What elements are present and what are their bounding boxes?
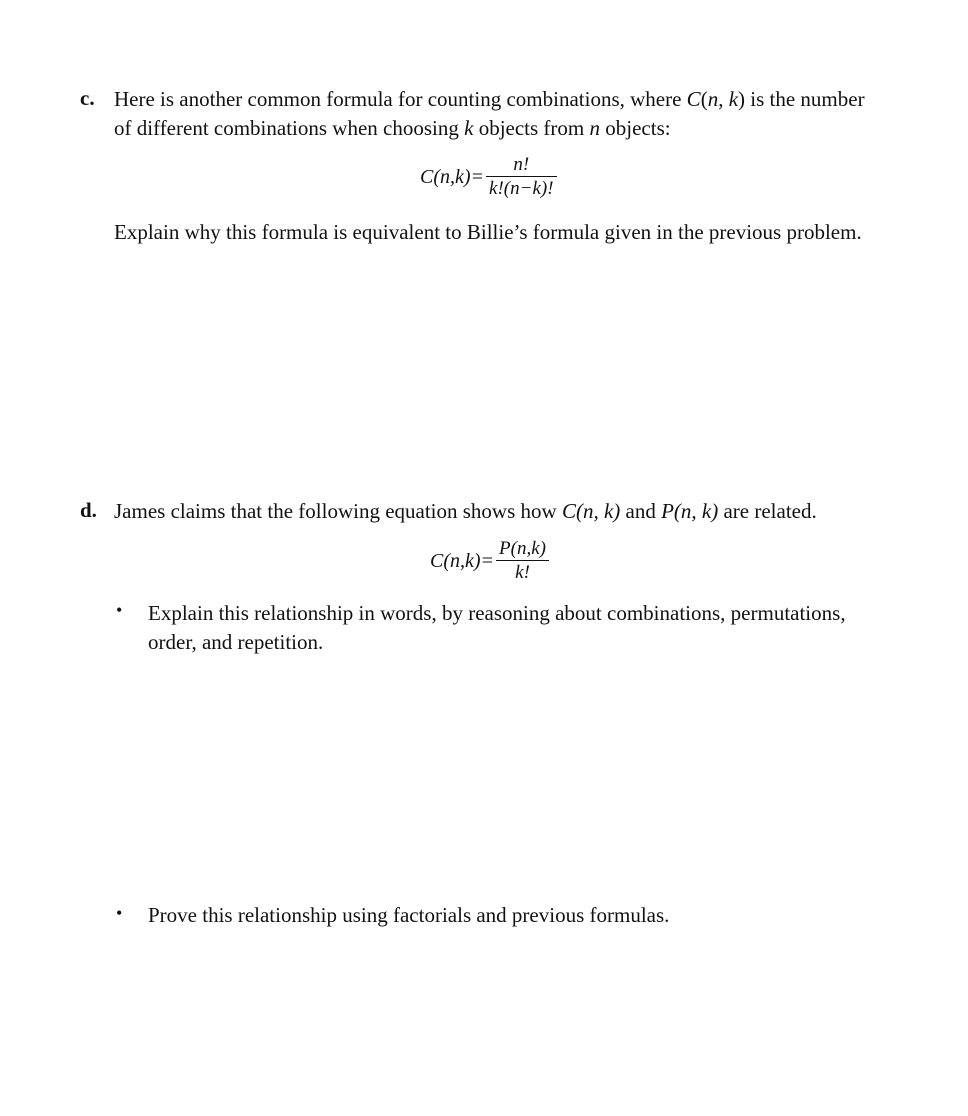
part-c-intro-text: Here is another common formula for counting combinations, where — [114, 87, 682, 111]
formula-denominator: k!(n−k)! — [489, 178, 554, 199]
p-expression: P(n, k) — [661, 499, 719, 523]
relationship-formula — [430, 538, 549, 585]
formula-denominator: k! — [515, 562, 530, 583]
part-d-intro — [114, 497, 934, 526]
line2-text-c: objects: — [600, 116, 671, 140]
formula-numerator: P(n,k) — [499, 538, 546, 559]
part-d-intro-end: are related. — [718, 499, 817, 523]
formula-lhs: C(n,k)= — [420, 166, 485, 188]
bullet-item — [148, 901, 938, 930]
combination-formula — [420, 154, 557, 201]
line2-n: n — [589, 116, 601, 140]
formula-fraction — [486, 154, 557, 201]
line2-text-b: objects from — [473, 116, 590, 140]
line2-text-a: of different combinations when choosing — [114, 116, 465, 140]
formula-fraction — [496, 538, 549, 585]
paren-open: ( — [700, 87, 708, 111]
c-expression: C(n, k) — [561, 499, 621, 523]
k-variable: k — [728, 87, 739, 111]
paren-close: ) — [738, 87, 746, 111]
part-c-label: c. — [80, 86, 95, 110]
part-d-intro-text: James claims that the following equation shows how — [114, 499, 562, 523]
part-d-label: d. — [80, 498, 97, 522]
c-symbol: C — [686, 87, 701, 111]
part-c-intro — [114, 85, 934, 143]
bullet-icon: • — [116, 903, 123, 923]
formula-numerator: n! — [513, 154, 530, 175]
bullet-line: Prove this relationship using factorials and previous formulas. — [148, 903, 670, 927]
part-c-question: Explain why this formula is equivalent to Billie’s formula given in the previous problem. — [114, 220, 862, 244]
bullet-line: order, and repetition. — [148, 630, 324, 654]
formula-lhs: C(n,k)= — [430, 550, 495, 572]
part-c-intro-end: is the number — [745, 87, 865, 111]
bullet-icon: • — [116, 600, 123, 620]
comma: , — [718, 87, 729, 111]
bullet-item — [148, 599, 938, 657]
and-text: and — [620, 499, 662, 523]
n-variable: n — [707, 87, 719, 111]
line2-k: k — [464, 116, 474, 140]
bullet-line: Explain this relationship in words, by reasoning about combinations, permutations, — [148, 601, 846, 625]
